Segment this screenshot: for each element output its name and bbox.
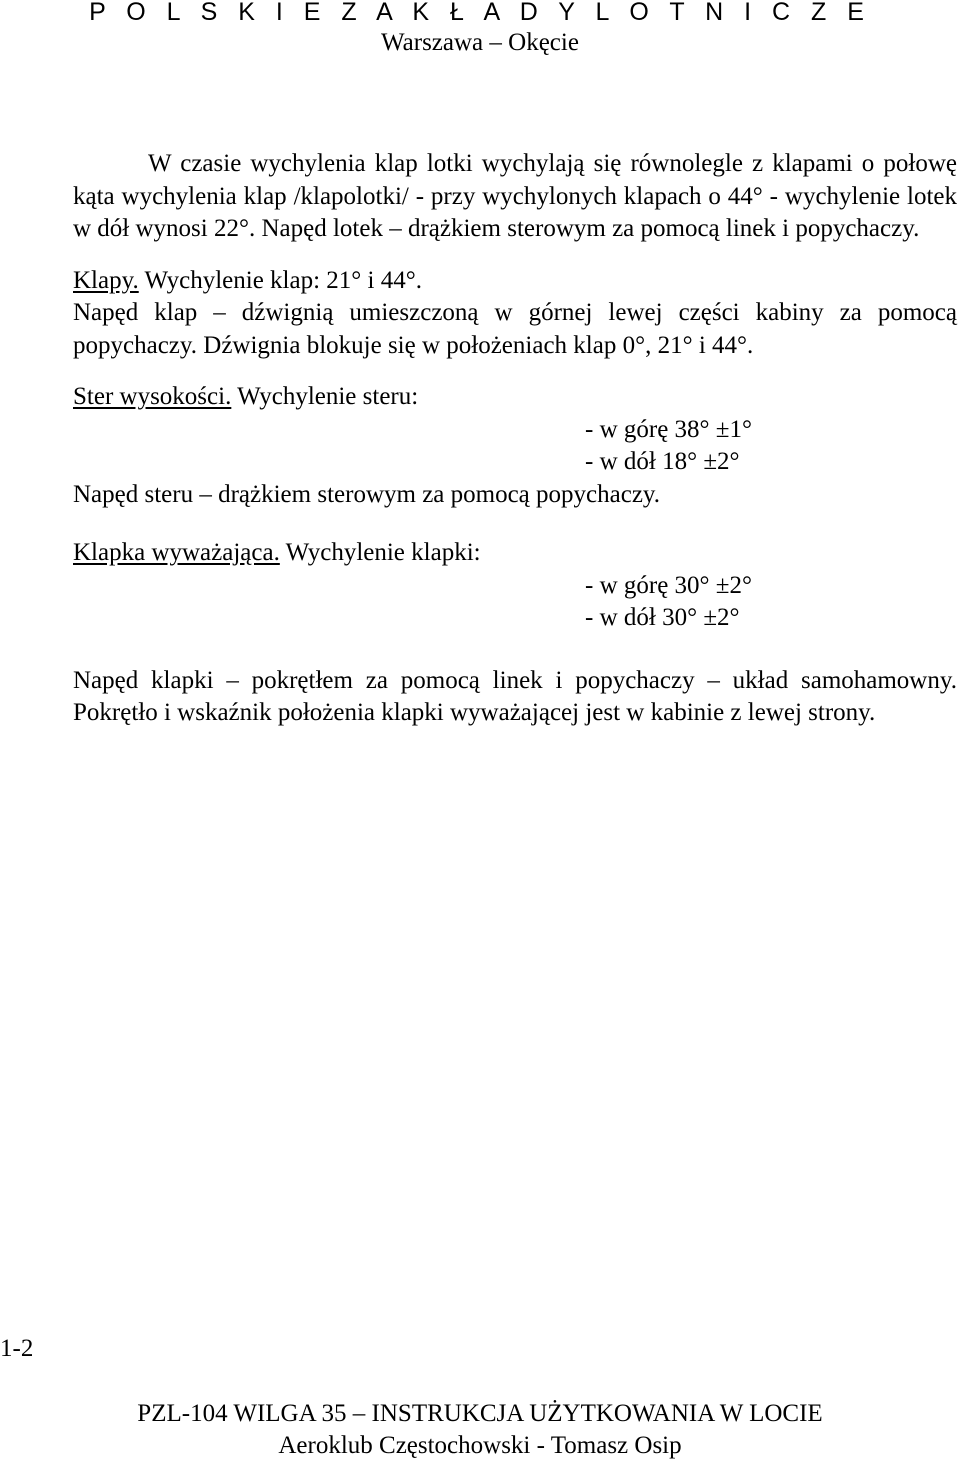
flaps-drive-paragraph: Napęd klap – dźwignią umieszczoną w górnej lewej części kabiny za pomocą popychaczy. Dźwignia blokuje się w położeniach klap 0°, 21° i 44°. [73,299,957,359]
footer-author: Aeroklub Częstochowski - Tomasz Osip [278,1432,682,1459]
flaps-heading: Klapy. [73,266,139,294]
company-title: P O L S K I E Z A K Ł A D Y L O T N I C Z E [89,0,871,26]
footer-manual-title: PZL-104 WILGA 35 – INSTRUKCJA UŻYTKOWANIA W LOCIE [137,1400,823,1427]
elevator-heading: Ster wysokości. [73,383,232,410]
trim-tab-down-range: - w dół 30° ±2° [585,604,740,631]
elevator-down-range: - w dół 18° ±2° [585,448,740,475]
trim-tab-heading: Klapka wyważająca. [73,539,280,566]
elevator-heading-line [73,381,957,414]
trim-tab-up-range: - w górę 30° ±2° [585,571,753,599]
trim-tab-heading-line [73,537,957,570]
elevator-deflection-label: Wychylenie steru: [231,383,419,410]
company-location: Warszawa – Okęcie [381,29,579,56]
ailerons-paragraph: W czasie wychylenia klap lotki wychylają się równolegle z klapami o połowę kąta wychylenia klap /klapolotki/ - przy wychylonych klapach o 44° - wychylenie lotek w dół wynosi 22°. Napęd lotek – drążkiem sterowym za pomocą linek i popychaczy. [73,150,957,242]
flaps-deflection: Wychylenie klap: 21° i 44°. [138,266,422,294]
document-body [73,148,957,730]
page-number: 1-2 [0,1335,34,1362]
elevator-drive-paragraph: Napęd steru – drążkiem sterowym za pomocą popychaczy. [73,480,661,508]
trim-tab-drive-paragraph: Napęd klapki – pokrętłem za pomocą linek i popychaczy – układ samohamowny. Pokrętło i wskaźnik położenia klapki wyważającej jest w kabinie z lewej strony. [73,666,957,726]
page-header [0,0,960,58]
flaps-heading-line [73,265,957,298]
trim-tab-deflection-label: Wychylenie klapki: [279,539,481,566]
page-footer [0,1398,960,1462]
elevator-up-range: - w górę 38° ±1° [585,415,753,443]
